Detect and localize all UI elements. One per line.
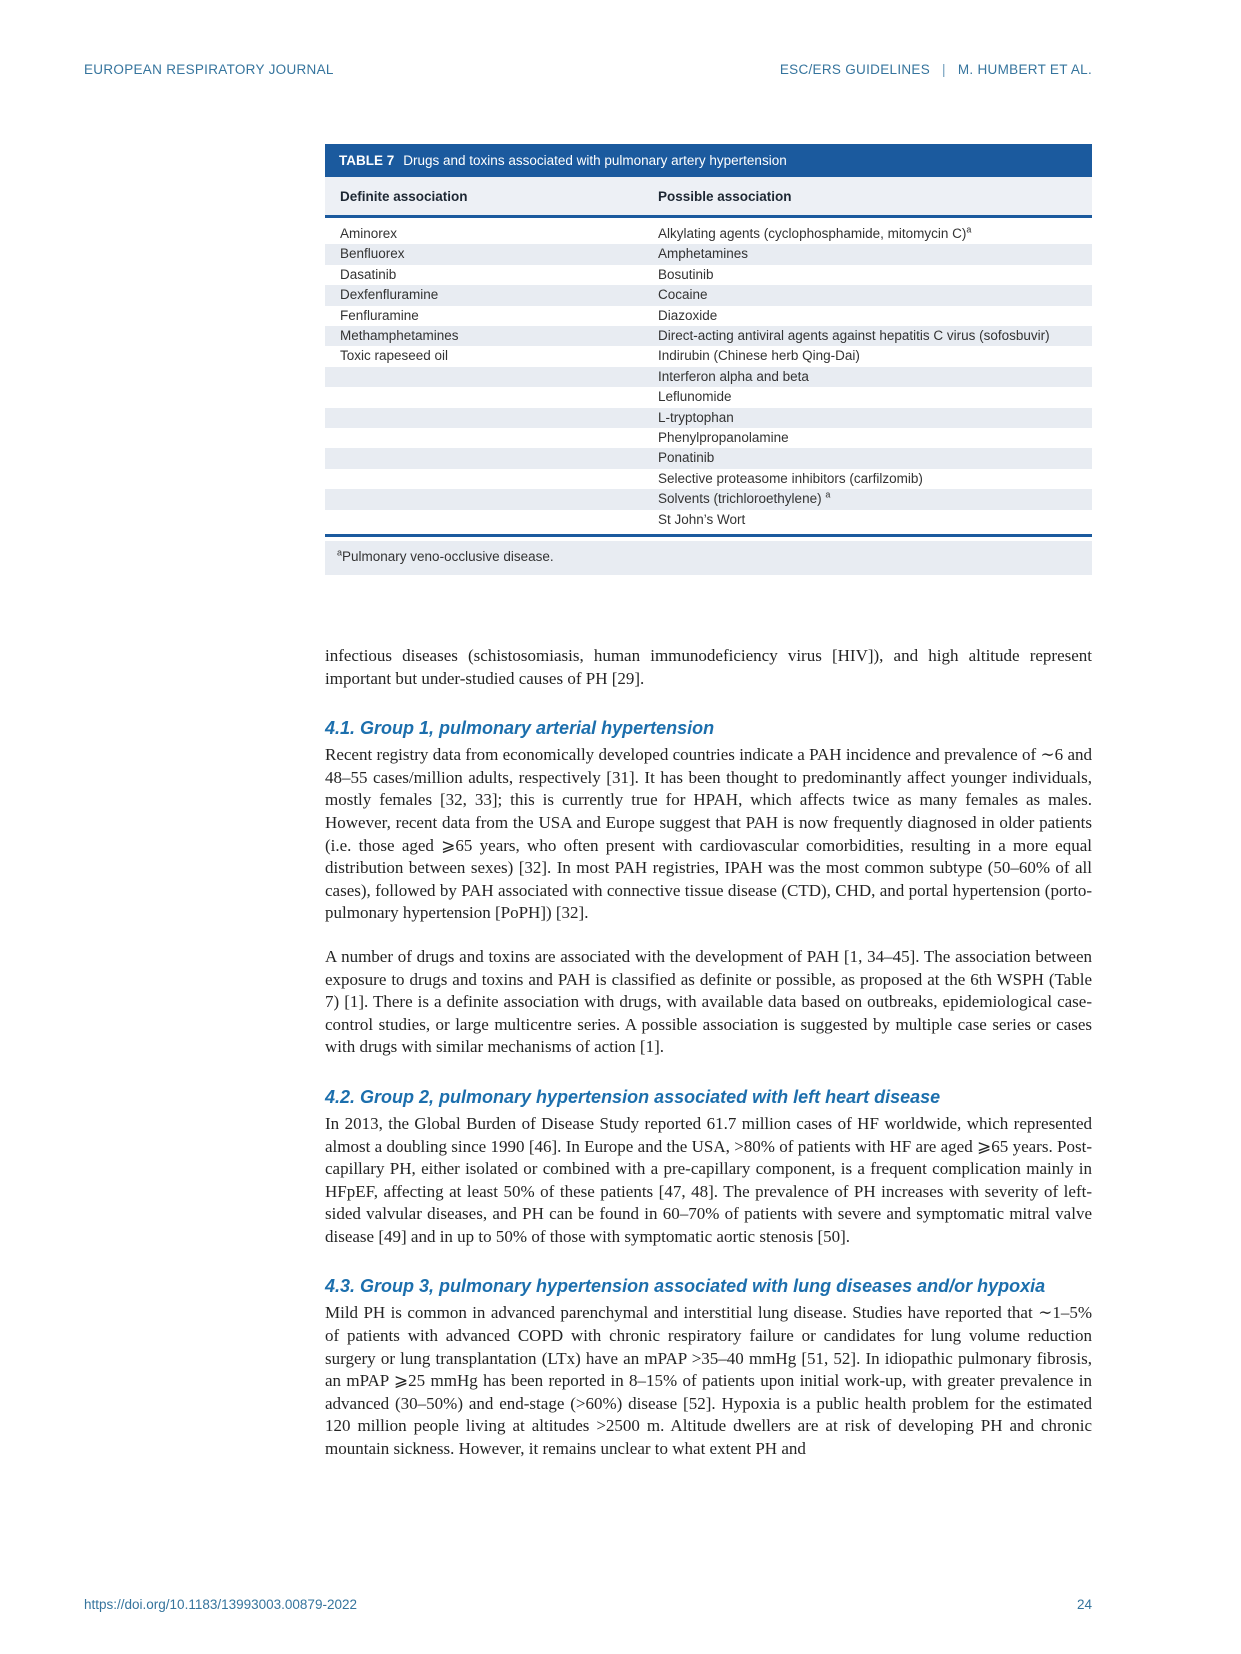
possible-association-cell: Selective proteasome inhibitors (carfilzomib) (658, 470, 923, 486)
journal-name: EUROPEAN RESPIRATORY JOURNAL (84, 62, 334, 77)
definite-association-cell (325, 448, 643, 468)
page-header (84, 62, 1092, 77)
possible-association-cell: Phenylpropanolamine (658, 430, 789, 446)
paragraph: In 2013, the Global Burden of Disease Study reported 61.7 million cases of HF worldwide, which represented almost a doubling since 1990 [46]. In Europe and the USA, >80% of patients with HF are aged ⩾65 years. Post-capillary PH, either isolated or combined with a pre-capillary component, is a frequent complication mainly in HFpEF, affecting at least 50% of these patients [47, 48]. The prevalence of PH increases with severity of left-sided valvular diseases, and PH can be found in 60–70% of patients with severe and symptomatic mitral valve disease [49] and in up to 50% of those with symptomatic aortic stenosis [50]. (325, 1113, 1092, 1246)
paragraph: infectious diseases (schistosomiasis, human immunodeficiency virus [HIV]), and high altitude represent important but under-studied causes of PH [29]. (325, 646, 1092, 688)
header-right (780, 62, 1092, 77)
table-row (325, 346, 1092, 366)
footnote-text: Pulmonary veno-occlusive disease. (342, 549, 554, 565)
definite-association-cell: Dasatinib (340, 266, 397, 282)
table-row (325, 510, 1092, 530)
table-row (325, 408, 1092, 428)
table-label: TABLE 7 (339, 153, 395, 168)
footnote-bar (325, 541, 1092, 575)
table-row (325, 448, 1092, 468)
table-title: Drugs and toxins associated with pulmonary artery hypertension (403, 153, 787, 168)
definite-association-cell: Methamphetamines (340, 328, 459, 344)
header-separator: | (942, 62, 946, 77)
definite-association-cell: Dexfenfluramine (340, 287, 439, 303)
possible-association-cell: Leflunomide (658, 389, 732, 405)
table-row (325, 326, 1092, 346)
possible-association-cell: Cocaine (658, 287, 708, 303)
definite-association-cell (325, 428, 643, 448)
definite-association-cell (325, 489, 643, 509)
table-row (325, 428, 1092, 448)
table-row (325, 265, 1092, 285)
paragraph: Mild PH is common in advanced parenchymal and interstitial lung disease. Studies have reported that ∼1–5% of patients with advanced COPD with chronic respiratory failure or candidates for lung volume reduction surgery or lung transplantation (LTx) have an mPAP >35–40 mmHg [51, 52]. In idiopathic pulmonary fibrosis, an mPAP ⩾25 mmHg has been reported in 8–15% of patients upon initial work-up, with greater prevalence in advanced (30–50%) and end-stage (>60%) disease [52]. Hypoxia is a public health problem for the estimated 120 million people living at altitudes >2500 m. Altitude dwellers are at risk of developing PH and chronic mountain sickness. However, it remains unclear to what extent PH and (325, 1303, 1092, 1459)
page-footer (84, 1597, 1092, 1612)
table-title-bar (325, 144, 1092, 177)
definite-association-cell: Toxic rapeseed oil (340, 348, 449, 364)
page-number: 24 (1076, 1597, 1092, 1612)
column-header-definite: Definite association (340, 189, 468, 204)
doi-link[interactable]: https://doi.org/10.1183/13993003.00879-2022 (84, 1597, 357, 1612)
definite-association-cell (325, 469, 643, 489)
definite-association-cell (325, 408, 643, 428)
possible-association-cell: L-tryptophan (658, 409, 734, 425)
table-footnote (325, 534, 1092, 575)
paragraph: A number of drugs and toxins are associated with the development of PAH [1, 34–45]. The association between exposure to drugs and toxins and PAH is classified as definite or possible, as proposed at the 6th WSPH (Table 7) [1]. There is a definite association with drugs, with available data based on outbreaks, epidemiological case-control studies, or large multicentre series. A possible association is suggested by multiple case series or cases with drugs with similar mechanisms of action [1]. (325, 946, 1092, 1057)
section-heading: 4.1. Group 1, pulmonary arterial hypertension (325, 718, 715, 739)
possible-association-cell: Interferon alpha and beta (658, 368, 809, 384)
paragraph: Recent registry data from economically developed countries indicate a PAH incidence and prevalence of ∼6 and 48–55 cases/million adults, respectively [31]. It has been thought to predominantly affect younger individuals, mostly females [32, 33]; this is currently true for HPAH, which affects twice as many females as males. However, recent data from the USA and Europe suggest that PAH is now frequently diagnosed in older patients (i.e. those aged ⩾65 years, who often present with cardiovascular comorbidities, resulting in a more equal distribution between sexes) [32]. In most PAH registries, IPAH was the most common subtype (50–60% of all cases), followed by PAH associated with connective tissue disease (CTD), CHD, and portal hypertension (porto-pulmonary hypertension [PoPH]) [32]. (325, 745, 1092, 923)
footnote-marker-ref: a (966, 224, 972, 235)
possible-association-cell: Alkylating agents (cyclophosphamide, mitomycin C)$^a$ (658, 224, 972, 241)
table-row (325, 367, 1092, 387)
table-row (325, 387, 1092, 407)
possible-association-cell: Solvents (trichloroethylene) $^a$ (658, 489, 831, 507)
table-7 (325, 144, 1092, 575)
possible-association-cell: Bosutinib (658, 266, 714, 282)
section-heading: 4.2. Group 2, pulmonary hypertension associated with left heart disease (325, 1086, 941, 1107)
table-body (325, 224, 1092, 530)
definite-association-cell: Fenfluramine (340, 307, 419, 323)
table-row (325, 224, 1092, 244)
possible-association-cell: Ponatinib (658, 450, 715, 466)
possible-association-cell: St John’s Wort (658, 511, 746, 527)
table-row (325, 489, 1092, 509)
guidelines-label: ESC/ERS GUIDELINES (779, 62, 931, 77)
possible-association-cell: Indirubin (Chinese herb Qing-Dai) (658, 348, 860, 364)
column-header-possible: Possible association (658, 189, 792, 204)
footnote-marker: a (337, 547, 343, 558)
table-column-headers (325, 177, 1092, 218)
definite-association-cell (325, 367, 643, 387)
footnote-marker-ref: a (825, 489, 831, 500)
definite-association-cell (325, 387, 643, 407)
definite-association-cell: Benfluorex (340, 246, 405, 262)
possible-association-cell: Amphetamines (658, 246, 749, 262)
table-row (325, 469, 1092, 489)
article-body (325, 645, 1092, 1482)
table-row (325, 306, 1092, 326)
definite-association-cell: Aminorex (340, 226, 398, 241)
section-heading: 4.3. Group 3, pulmonary hypertension associated with lung diseases and/or hypoxia (325, 1276, 1046, 1297)
definite-association-cell (325, 510, 643, 530)
table-row (325, 285, 1092, 305)
possible-association-cell: Direct-acting antiviral agents against hepatitis C virus (sofosbuvir) (658, 328, 1050, 344)
authors-label: M. HUMBERT ET AL. (957, 62, 1092, 77)
table-row (325, 244, 1092, 264)
possible-association-cell: Diazoxide (658, 307, 718, 323)
